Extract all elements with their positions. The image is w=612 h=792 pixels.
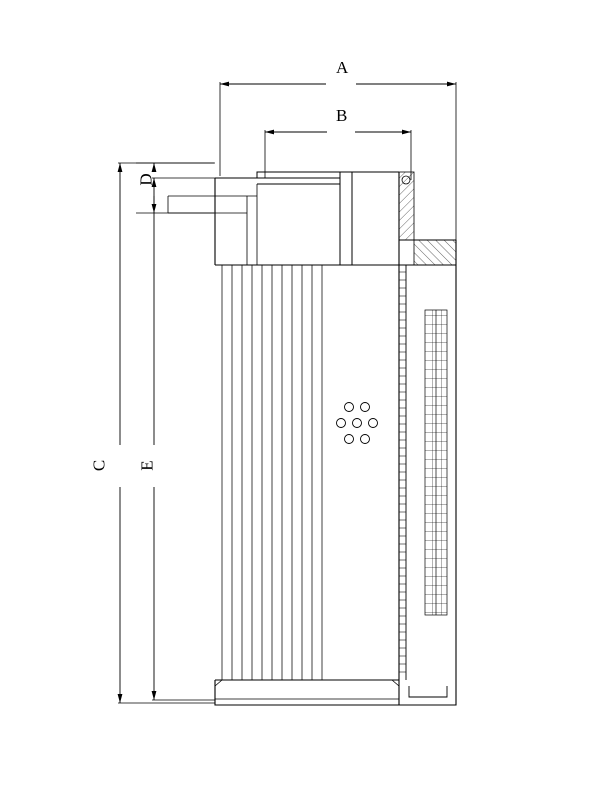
dimension-label-d: D xyxy=(136,173,156,186)
filter-pleats xyxy=(222,265,322,680)
collar-hatching xyxy=(414,240,456,265)
cap-detail-lines xyxy=(168,184,257,265)
dimension-label-e: E xyxy=(137,460,157,471)
core-perforations xyxy=(399,272,406,672)
bypass-hole-cluster xyxy=(337,403,378,444)
inner-core-tube xyxy=(399,265,406,680)
thread-hatching-upper xyxy=(399,172,414,240)
dimension-label-c: C xyxy=(89,459,109,472)
dimension-label-b: B xyxy=(336,106,348,125)
dimension-label-a: A xyxy=(336,58,349,77)
